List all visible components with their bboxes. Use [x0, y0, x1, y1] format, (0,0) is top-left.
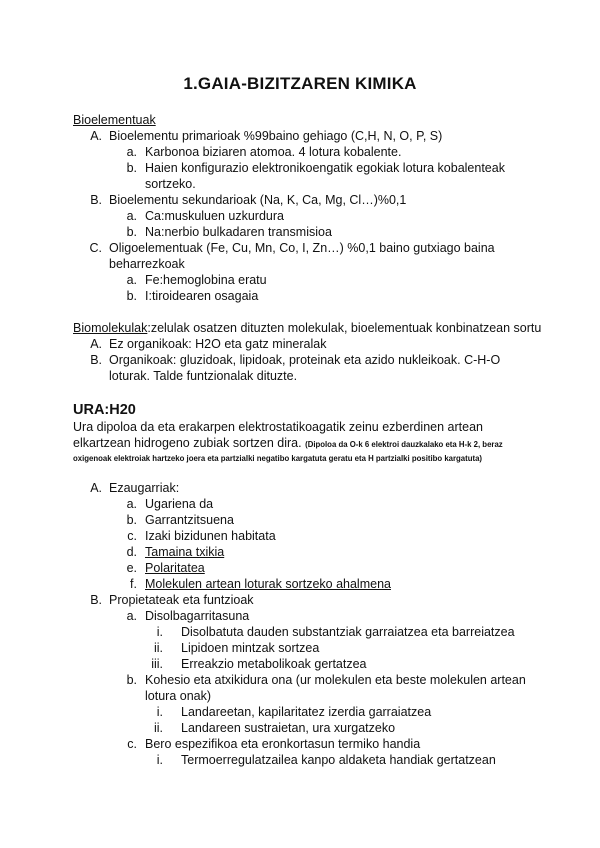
list-item: Ez organikoak: H2O eta gatz mineralak: [109, 337, 327, 351]
list-item: Landareetan, kapilaritatez izerdia garraiatzea: [181, 705, 432, 719]
list-item-continuation: loturak. Talde funtzionalak dituzte.: [109, 369, 298, 383]
list-item: Ugariena da: [145, 497, 214, 511]
list-marker: i.: [156, 705, 163, 719]
section-heading-biomolekulak: [73, 320, 541, 336]
list-marker: a.: [126, 609, 137, 623]
list-marker: a.: [126, 145, 137, 159]
list-item: Na:nerbio bulkadaren transmisioa: [145, 225, 332, 239]
list-item: Kohesio eta atxikidura ona (ur molekulen eta beste molekulen artean: [145, 673, 526, 687]
list-item: Ezaugarriak:: [109, 481, 180, 495]
list-item: Izaki bizidunen habitata: [145, 529, 276, 543]
list-marker: B.: [90, 593, 102, 607]
list-marker: ii.: [153, 641, 163, 655]
list-item-continuation: lotura onak): [145, 689, 212, 703]
list-marker: a.: [126, 209, 137, 223]
list-marker: b.: [126, 513, 137, 527]
list-marker: a.: [126, 273, 137, 287]
list-marker: b.: [126, 161, 137, 175]
list-marker: c.: [127, 737, 137, 751]
list-marker: A.: [90, 129, 102, 143]
list-marker: i.: [156, 753, 163, 767]
dipole-note: (Dipoloa da O-k 6 elektroi dauzkalako eta H-k 2, beraz: [305, 440, 503, 449]
list-marker: i.: [156, 625, 163, 639]
paragraph-text: elkartzean hidrogeno zubiak sortzen dira.: [73, 436, 302, 450]
list-item: Termoerregulatzailea kanpo aldaketa handiak gertatzean: [181, 753, 496, 767]
list-item-continuation: beharrezkoak: [109, 257, 185, 271]
list-marker: e.: [126, 561, 137, 575]
page-title: 1.GAIA-BIZITZAREN KIMIKA: [183, 74, 417, 93]
section-heading-ura: URA:H20: [73, 402, 136, 418]
list-item: I:tiroidearen osagaia: [145, 289, 259, 303]
list-item: Tamaina txikia: [145, 545, 225, 559]
list-item: Erreakzio metabolikoak gertatzea: [181, 657, 367, 671]
list-item: Bero espezifikoa eta eronkortasun termiko handia: [145, 737, 421, 751]
list-item: Haien konfigurazio elektronikoengatik egokiak lotura kobalenteak: [145, 161, 505, 175]
list-marker: ii.: [153, 721, 163, 735]
list-marker: a.: [126, 497, 137, 511]
list-item: Landareen sustraietan, ura xurgatzeko: [181, 721, 396, 735]
list-item: Bioelementu primarioak %99baino gehiago (C,H, N, O, P, S): [109, 129, 443, 143]
list-item: Oligoelementuak (Fe, Cu, Mn, Co, I, Zn…) %0,1 baino gutxiago baina: [109, 241, 495, 255]
list-item: Disolbatuta dauden substantziak garraiatzea eta barreiatzea: [181, 625, 515, 639]
list-item: Fe:hemoglobina eratu: [145, 273, 267, 287]
list-marker: A.: [90, 481, 102, 495]
list-marker: b.: [126, 673, 137, 687]
list-item: Disolbagarritasuna: [145, 609, 250, 623]
list-item: Karbonoa biziaren atomoa. 4 lotura kobalente.: [145, 145, 402, 159]
list-marker: B.: [90, 193, 102, 207]
list-item: Lipidoen mintzak sortzea: [181, 641, 320, 655]
list-item: Bioelementu sekundarioak (Na, K, Ca, Mg, Cl…)%0,1: [109, 193, 407, 207]
list-marker: A.: [90, 337, 102, 351]
list-marker: C.: [89, 241, 102, 255]
list-marker: B.: [90, 353, 102, 367]
list-marker: iii.: [151, 657, 163, 671]
list-marker: f.: [130, 577, 137, 591]
list-item: Polaritatea: [145, 561, 205, 575]
biomolekulak-definition: :zelulak osatzen dituzten molekulak, bioelementuak konbinatzean sortu: [147, 321, 542, 335]
dipole-note-continuation: oxigenoak elektroiak hartzeko joera eta partzialki negatibo kargatuta geratu eta H partzialki positibo kargatuta): [73, 454, 483, 463]
list-marker: b.: [126, 289, 137, 303]
paragraph-line: Ura dipoloa da eta erakarpen elektrostatikoagatik zeinu ezberdinen artean: [73, 420, 483, 434]
biomolekulak-term: Biomolekulak: [73, 321, 148, 335]
list-marker: d.: [126, 545, 137, 559]
list-marker: c.: [127, 529, 137, 543]
list-item-continuation: sortzeko.: [145, 177, 196, 191]
list-item: Ca:muskuluen uzkurdura: [145, 209, 284, 223]
list-item: Propietateak eta funtzioak: [109, 593, 254, 607]
list-marker: b.: [126, 225, 137, 239]
list-item: Organikoak: gluzidoak, lipidoak, proteinak eta azido nukleikoak. C-H-O: [109, 353, 501, 367]
section-heading-bioelementuak: Bioelementuak: [73, 113, 156, 127]
list-item: Garrantzitsuena: [145, 513, 234, 527]
list-item: Molekulen artean loturak sortzeko ahalmena: [145, 577, 391, 591]
